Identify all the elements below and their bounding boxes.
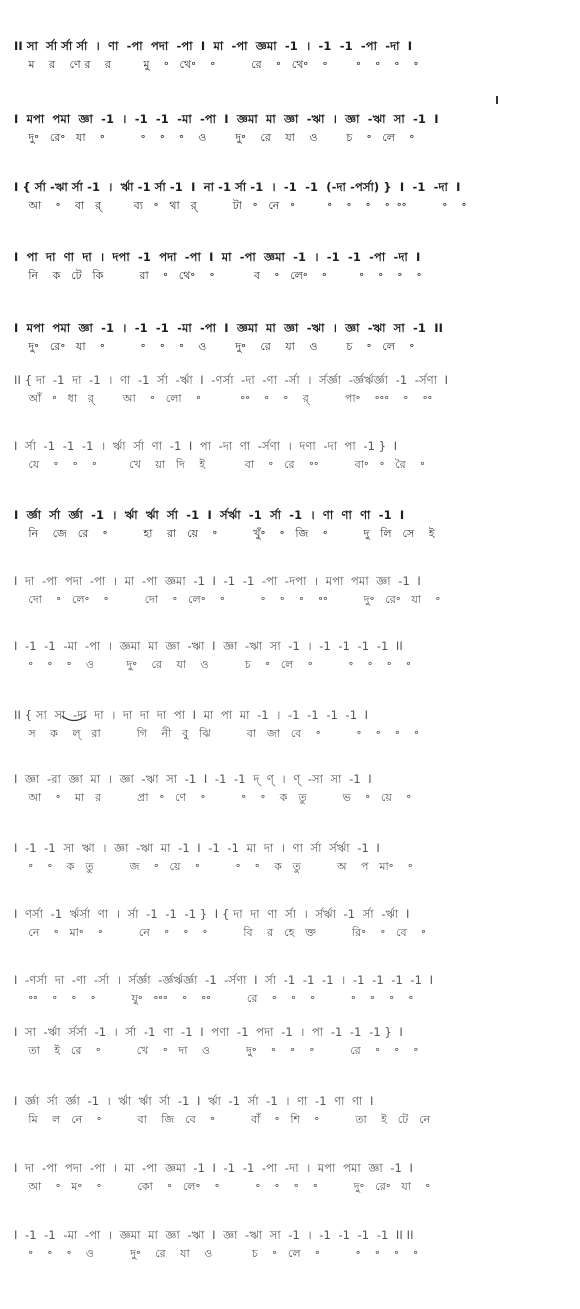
notation-row xyxy=(14,638,566,673)
lyric-line: আ ॰ মা র প্রা ॰ ণে ॰ ॰ ॰ ক তু ভ ॰ য়ে ॰ xyxy=(14,791,412,804)
swara-line: II { দা -1 দা -1 । ণা -1 র্সা -র্ঋা I -ণর্সা -দা -ণা -র্সা । র্সর্জ্ঞা -র্জ্ঞর্ঋর্জ্ঞা -1 -র্সণা I xyxy=(14,373,449,387)
swara-line: I পা দা ণা দা । দপা -1 পদা -পা I মা -পা জ্ঞমা -1 । -1 -1 -পা -দা I xyxy=(14,250,421,264)
swara-line: I মপা পমা জ্ঞা -1 । -1 -1 -মা -পা I জ্ঞমা মা জ্ঞা -ঋা । জ্ঞা -ঋা সা -1 II xyxy=(14,321,443,335)
lyric-line: আ ॰ ম॰ ॰ কো ॰ লে॰ ॰ ॰ ॰ ॰ ॰ দু॰ রে॰ যা ॰ xyxy=(14,1180,431,1193)
notation-row xyxy=(14,1160,566,1195)
lyric-line: ॰ ॰ ॰ ও দু॰ রে যা ও চ ॰ লে ॰ ॰ ॰ ॰ ॰ xyxy=(14,1247,419,1260)
notation-row xyxy=(14,507,566,542)
notation-row xyxy=(14,320,566,355)
notation-row xyxy=(14,972,566,1007)
notation-row xyxy=(14,438,566,473)
swara-line: II সা র্সা র্সা র্সা । ণা -পা পদা -পা I মা -পা জ্ঞমা -1 । -1 -1 -পা -দা I xyxy=(14,39,413,53)
lyric-line: দু॰ রে॰ যা ॰ ॰ ॰ ॰ ও দু॰ রে যা ও চ ॰ লে ॰ xyxy=(14,340,415,353)
swara-line: I সা -র্ঋা র্সর্সা -1 । র্সা -1 ণা -1 I পণা -1 পদা -1 । পা -1 -1 -1 } I xyxy=(14,1025,403,1039)
lyric-line: নে ॰ মা॰ ॰ নে ॰ ॰ ॰ বি র হে ক্ত রি॰ ॰ বে ॰ xyxy=(14,926,426,939)
lyric-line: দু॰ রে॰ যা ॰ ॰ ॰ ॰ ও দু॰ রে যা ও চ ॰ লে ॰ xyxy=(14,131,415,144)
swara-line: I -1 -1 -মা -পা । জ্ঞমা মা জ্ঞা -ঋা I জ্ঞা -ঋা সা -1 । -1 -1 -1 -1 II xyxy=(14,639,403,653)
notation-row xyxy=(14,707,566,742)
notation-row xyxy=(14,771,566,806)
lyric-line: আঁ ॰ ধা র্ আ ॰ লো ॰ ॰॰ ॰ ॰ র্ পা॰ ॰॰॰ ॰ ॰॰ xyxy=(14,392,433,405)
notation-row xyxy=(14,179,566,214)
notation-row xyxy=(14,38,566,73)
lyric-line: ম র ণে র র মু ॰ থে॰ ॰ রে ॰ থে॰ ॰ ॰ ॰ ॰ ॰ xyxy=(14,58,419,71)
swara-line: I র্সা -1 -1 -1 । র্ঋা র্সা ণা -1 I পা -দা ণা -র্সণা । দণা -দা পা -1 } I xyxy=(14,439,398,453)
lyric-line: মি ল নে ॰ বা জি বে ॰ বাঁ ॰ শি ॰ তা ই টে নে xyxy=(14,1113,431,1126)
notation-row xyxy=(14,1024,566,1059)
lyric-line: স ক ল্ রা গি নী বু ঝি বা জা বে ॰ ॰ ॰ ॰ ॰ xyxy=(14,727,419,740)
lyric-line: তা ই রে ॰ খে ॰ দা ও দু॰ ॰ ॰ ॰ রে ॰ ॰ ॰ xyxy=(14,1044,419,1057)
swara-line: I { র্সা -ঋা র্সা -1 । র্ঋা -1 র্সা -1 I না -1 র্সা -1 । -1 -1 (-দা -পর্সা) } I -1 -দা I xyxy=(14,180,461,194)
swara-line: I মপা পমা জ্ঞা -1 । -1 -1 -মা -পা I জ্ঞমা মা জ্ঞা -ঋা । জ্ঞা -ঋা সা -1 I xyxy=(14,112,439,126)
lyric-line: নি ক টে কি রা ॰ থে॰ ॰ ব ॰ লে॰ ॰ ॰ ॰ ॰ ॰ xyxy=(14,269,422,282)
notation-row xyxy=(14,249,566,284)
notation-row xyxy=(14,840,566,875)
lyric-line: আ ॰ বা র্ ব্য ॰ থা র্ টা ॰ নে ॰ ॰ ॰ ॰ ॰ ॰॰ ॰ ॰ xyxy=(14,199,467,212)
swara-line: I -1 -1 -মা -পা । জ্ঞমা মা জ্ঞা -ঋা I জ্ঞা -ঋা সা -1 । -1 -1 -1 -1 II II xyxy=(14,1228,414,1242)
swara-line: I দা -পা পদা -পা । মা -পা জ্ঞমা -1 I -1 -1 -পা -দপা । মপা পমা জ্ঞা -1 I xyxy=(14,574,421,588)
swara-line: I -ণর্সা দা -ণা -র্সা । র্সর্জ্ঞা -র্জ্ঞর্ঋর্জ্ঞা -1 -র্সণা I র্সা -1 -1 -1 । -1 -1 -1 -1 I xyxy=(14,973,434,987)
swara-line: I র্জ্ঞা র্সা র্জ্ঞা -1 । র্ঋা র্ঋা র্সা -1 I র্ঋা -1 র্সা -1 । ণা -1 ণা ণা I xyxy=(14,1094,374,1108)
notation-row xyxy=(14,372,566,407)
notation-row xyxy=(14,906,566,941)
swara-line: I -1 -1 সা ঋা । জ্ঞা -ঋা মা -1 I -1 -1 মা দা । ণা র্সা র্সর্ঋা -1 I xyxy=(14,841,380,855)
notation-row xyxy=(14,1227,566,1262)
lyric-line: দো ॰ লে॰ ॰ দো ॰ লে॰ ॰ ॰ ॰ ॰ ॰॰ দু॰ রে॰ যা ॰ xyxy=(14,593,441,606)
lyric-line: ॰ ॰ ক তু জ ॰ য়ে ॰ ॰ ॰ ক তু অ প মা॰ ॰ xyxy=(14,860,413,873)
notation-row xyxy=(14,111,566,146)
swara-line: I র্জ্ঞা র্সা র্জ্ঞা -1 । র্ঋা র্ঋা র্সা -1 I র্সর্ঋা -1 র্সা -1 । ণা ণা ণা -1 I xyxy=(14,508,405,522)
lyric-line: নি জে রে ॰ হা রা য়ে ॰ খুঁ॰ ॰ জি ॰ দু লি সে ই xyxy=(14,527,435,540)
tick-mark xyxy=(496,96,498,104)
lyric-line: ॰॰ ॰ ॰ ॰ যু॰ ॰॰॰ ॰ ॰॰ রে ॰ ॰ ॰ ॰ ॰ ॰ ॰ xyxy=(14,992,414,1005)
swara-line: I জ্ঞা -রা জ্ঞা মা । জ্ঞা -ঋা সা -1 I -1 -1 দ্‌ ণ্‌ । ণ্‌ -সা সা -1 I xyxy=(14,772,372,786)
lyric-line: যে ॰ ॰ ॰ খে য়া দি ই বা ॰ রে ॰॰ বা॰ ॰ রৈ ॰ xyxy=(14,458,425,471)
swara-line: II { সা সা -দা দা । দা দা দা পা I মা পা মা -1 । -1 -1 -1 -1 I xyxy=(14,708,369,722)
swara-line: I ণর্সা -1 র্ঋর্সা ণা । র্সা -1 -1 -1 } I { দা দা ণা র্সা । র্সর্ঋা -1 র্সা -র্ঋা I xyxy=(14,907,410,921)
lyric-line: ॰ ॰ ॰ ও দু॰ রে যা ও চ ॰ লে ॰ ॰ ॰ ॰ ॰ xyxy=(14,658,411,671)
notation-row xyxy=(14,1093,566,1128)
swara-line: I দা -পা পদা -পা । মা -পা জ্ঞমা -1 I -1 -1 -পা -দা । মপা পমা জ্ঞা -1 I xyxy=(14,1161,413,1175)
notation-row xyxy=(14,573,566,608)
